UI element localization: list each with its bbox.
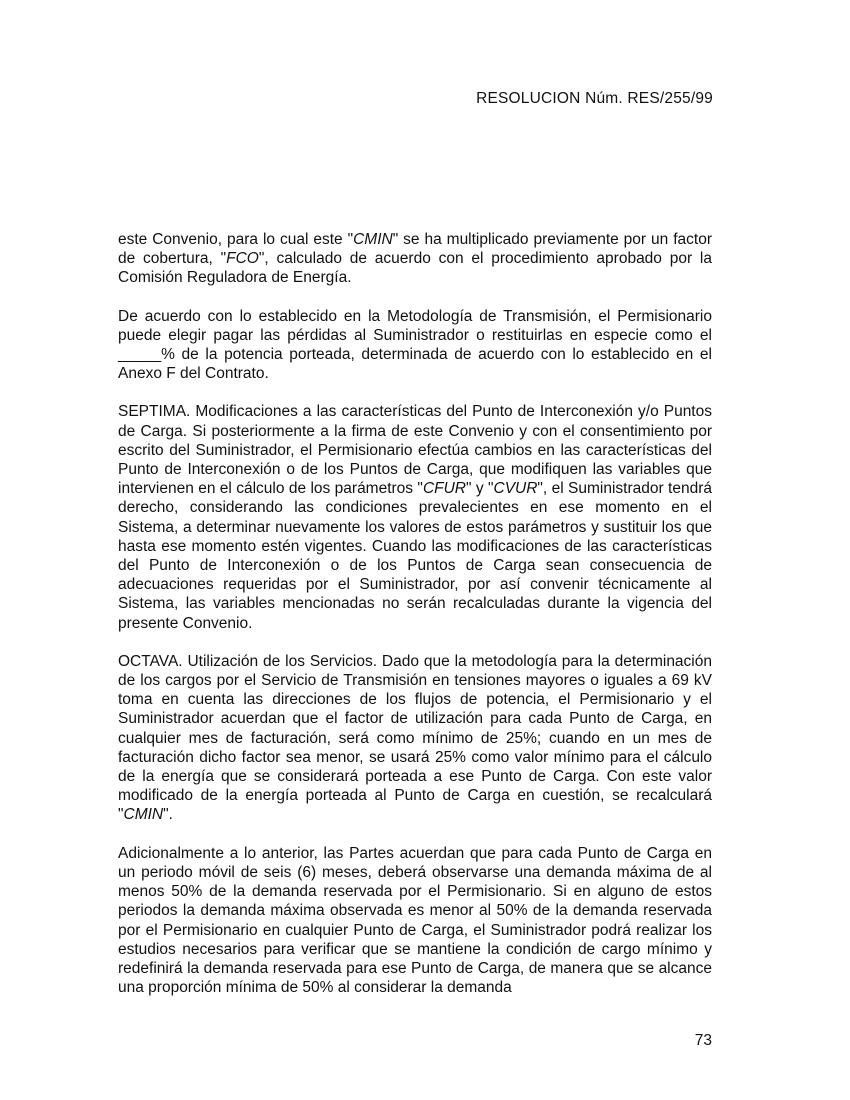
paragraph-losses bbox=[118, 307, 712, 384]
document-body bbox=[118, 230, 712, 1016]
page-number: 73 bbox=[694, 1032, 712, 1049]
text-segment: ", el Suministrador tendrá derecho, considerando las condiciones prevalecientes en ese momento en el Sistema, a determinar nuevamente los valores de estos parámetros y sustituir los que hasta ese momento estén vigentes. Cuando las modificaciones de las características del Punto de Interconexión o de los Puntos de Carga sean consecuencia de adecuaciones requeridas por el Suministrador, por así convenir técnicamente al Sistema, las variables mencionadas no serán recalculadas durante la vigencia del presente Convenio. bbox=[118, 480, 712, 632]
text-segment: " y " bbox=[466, 480, 494, 498]
term-cmin: CMIN bbox=[123, 806, 164, 824]
text-segment: ". bbox=[163, 806, 173, 824]
text-segment: OCTAVA. Utilización de los Servicios. Dado que la metodología para la determinación de los cargos por el Servicio de Transmisión en tensiones mayores o iguales a 69 kV toma en cuenta las direcciones de los flujos de potencia, el Permisionario y el Suministrador acuerdan que el factor de utilización para cada Punto de Carga, en cualquier mes de facturación, será como mínimo de 25%; cuando en un mes de facturación dicho factor sea menor, se usará 25% como valor mínimo para el cálculo de la energía que se considerará porteada a ese Punto de Carga. Con este valor modificado de la energía porteada al Punto de Carga en cuestión, se recalculará " bbox=[118, 652, 712, 824]
text-segment: SEPTIMA. Modificaciones a las características del Punto de Interconexión y/o Puntos de Carga. Si posteriormente a la firma de este Convenio y con el consentimiento por escrito del Suministrador, el Permisionario efectúa cambios en las características del Punto de Interconexión o de los Puntos de Carga, que modifiquen las variables que intervienen en el cálculo de los parámetros " bbox=[118, 403, 712, 498]
text-segment: este Convenio, para lo cual este " bbox=[118, 231, 354, 248]
term-cvur: CVUR bbox=[493, 480, 538, 498]
text-segment: " se ha multiplicado previamente por un factor de cobertura, " bbox=[118, 231, 712, 268]
term-cfur: CFUR bbox=[422, 480, 466, 498]
paragraph-septima bbox=[118, 402, 712, 632]
term-cmin: CMIN bbox=[353, 231, 393, 248]
text-segment: Adicionalmente a lo anterior, las Partes acuerdan que para cada Punto de Carga en un periodo móvil de seis (6) meses, deberá observarse una demanda máxima de al menos 50% de la demanda reservada por el Permisionario. Si en alguno de estos periodos la demanda máxima observada es menor al 50% de la demanda reservada por el Permisionario en cualquier Punto de Carga, el Suministrador podrá realizar los estudios necesarios para verificar que se mantiene la condición de cargo mínimo y redefinirá la demanda reservada para ese Punto de Carga, de manera que se alcance una proporción mínima de 50% al considerar la demanda bbox=[118, 844, 712, 997]
paragraph-additional bbox=[118, 844, 712, 998]
text-segment: De acuerdo con lo establecido en la Metodología de Transmisión, el Permisionario puede elegir pagar las pérdidas al Suministrador o restituirlas en especie como el _____% de la potencia porteada, determinada de acuerdo con lo establecido en el Anexo F del Contrato. bbox=[118, 307, 712, 383]
paragraph-cmin-coverage bbox=[118, 230, 712, 288]
paragraph-octava bbox=[118, 652, 712, 825]
resolution-header: RESOLUCION Núm. RES/255/99 bbox=[476, 90, 713, 107]
term-fco: FCO bbox=[226, 250, 259, 268]
text-segment: ", calculado de acuerdo con el procedimiento aprobado por la Comisión Reguladora de Energía. bbox=[118, 250, 712, 287]
